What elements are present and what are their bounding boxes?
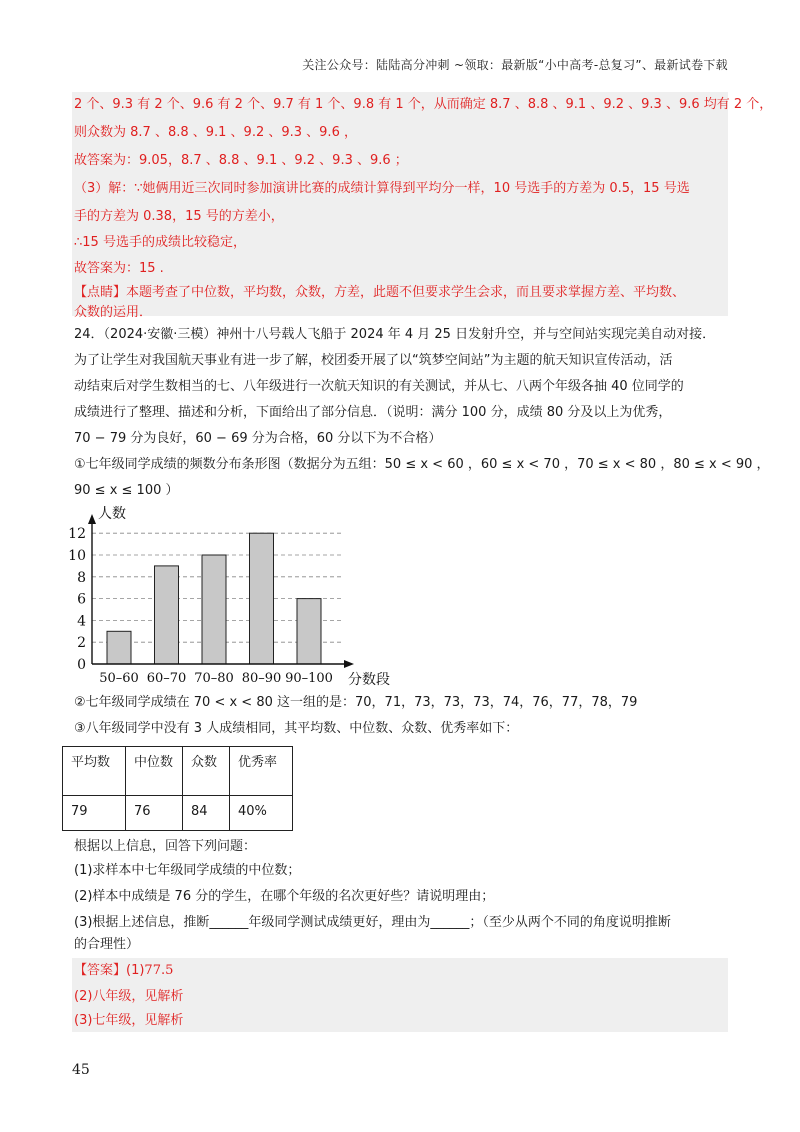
y-axis-arrow xyxy=(88,514,96,524)
x-tick-label: 80–90 xyxy=(241,671,282,686)
table-header-row xyxy=(63,747,293,796)
x-axis-arrow xyxy=(344,660,354,668)
bar xyxy=(297,599,321,664)
task-3: (3)根据上述信息，推断______年级同学测试成绩更好，理由为______；（至少从两个不同的角度说明推断 xyxy=(74,915,671,930)
x-tick-label: 90–100 xyxy=(285,671,333,686)
x-tick-label: 50–60 xyxy=(99,671,139,686)
bar xyxy=(250,533,274,664)
x-tick-label: 70–80 xyxy=(194,671,234,686)
info-item-2: ②七年级同学成绩在 70 < x < 80 这一组的是：70，71，73，73，73，74，76，77，78，79 xyxy=(74,695,638,710)
answer-line-3: 故答案为：9.05，8.7 、8.8 、9.1 、9.2 、9.3 、9.6 ； xyxy=(74,153,408,168)
bar xyxy=(155,566,179,664)
y-tick-label: 6 xyxy=(77,591,86,608)
value-excellent-rate: 40% xyxy=(230,796,293,831)
header-mode: 众数 xyxy=(183,747,230,796)
header-mean: 平均数 xyxy=(63,747,126,796)
answer-1-label: 【答案】(1) xyxy=(74,963,145,978)
answer-line-1: 2 个、9.3 有 2 个、9.6 有 2 个、9.7 有 1 个、9.8 有 1 个，从而确定 8.7 、8.8 、9.1 、9.2 、9.3 、9.6 均有 2 个， xyxy=(74,97,773,112)
value-median: 76 xyxy=(126,796,183,831)
answer-line-7: 故答案为：15 . xyxy=(74,261,164,276)
answer-1 xyxy=(74,962,173,980)
y-tick-label: 2 xyxy=(77,635,86,652)
question-line-3: 动结束后对学生数相当的七、八年级进行一次航天知识的有关测试，并从七、八两个年级各抽 40 位同学的 xyxy=(74,379,684,394)
value-mode: 84 xyxy=(183,796,230,831)
task-3-cont: 的合理性） xyxy=(74,937,140,952)
info-item-3: ③八年级同学中没有 3 人成绩相同，其平均数、中位数、众数、优秀率如下： xyxy=(74,721,519,736)
key-point-line-2: 众数的运用． xyxy=(74,305,153,320)
header-median: 中位数 xyxy=(126,747,183,796)
answer-2: (2)八年级，见解析 xyxy=(74,989,184,1004)
answer-1-value: 77.5 xyxy=(144,963,174,978)
tasks-intro: 根据以上信息，回答下列问题： xyxy=(74,839,257,854)
question-line-5: 70 − 79 分为良好，60 − 69 分为合格，60 分以下为不合格） xyxy=(74,431,442,446)
y-tick-label: 0 xyxy=(77,657,86,673)
bar xyxy=(107,631,131,664)
answer-3: (3)七年级，见解析 xyxy=(74,1013,184,1028)
page-header: 关注公众号：陆陆高分冲刺 ~领取：最新版“小中高考-总复习”、最新试卷下载 xyxy=(302,58,728,72)
question-line-1: 24．（2024·安徽·三模）神州十八号载人飞船于 2024 年 4 月 25 日发射升空，并与空间站实现完美自动对接． xyxy=(74,327,716,342)
table-row xyxy=(63,796,293,831)
y-tick-label: 4 xyxy=(77,613,86,630)
page-number: 45 xyxy=(72,1062,90,1078)
question-line-4: 成绩进行了整理、描述和分析，下面给出了部分信息．（说明：满分 100 分，成绩 80 分及以上为优秀， xyxy=(74,405,672,420)
frequency-bar-chart xyxy=(60,500,400,690)
info-item-1: ①七年级同学成绩的频数分布条形图（数据分为五组：50 ≤ x < 60 ，60 ≤ x < 70 ，70 ≤ x < 80 ，80 ≤ x < 90 ， xyxy=(74,457,770,472)
task-1: (1)求样本中七年级同学成绩的中位数； xyxy=(74,863,301,878)
y-tick-label: 12 xyxy=(68,526,86,543)
x-tick-label: 60–70 xyxy=(146,671,187,686)
answer-line-4: （3）解：∵她俩用近三次同时参加演讲比赛的成绩计算得到平均分一样，10 号选手的方差为 0.5，15 号选 xyxy=(74,181,690,196)
answer-line-6: ∴15 号选手的成绩比较稳定， xyxy=(74,235,246,250)
value-mean: 79 xyxy=(63,796,126,831)
info-item-1-cont: 90 ≤ x ≤ 100 ） xyxy=(74,483,179,498)
key-point-line-1: 【点睛】本题考查了中位数，平均数，众数，方差，此题不但要求学生会求，而且要求掌握方差、平均数、 xyxy=(74,285,686,300)
x-axis-label: 分数段 xyxy=(348,672,390,688)
y-tick-label: 10 xyxy=(68,548,86,564)
grade8-stats-table xyxy=(62,746,293,831)
y-axis-label: 人数 xyxy=(98,506,126,522)
header-excellent-rate: 优秀率 xyxy=(230,747,293,796)
task-2: (2)样本中成绩是 76 分的学生，在哪个年级的名次更好些？请说明理由； xyxy=(74,889,495,904)
bar xyxy=(202,555,226,664)
answer-line-2: 则众数为 8.7 、8.8 、9.1 、9.2 、9.3 、9.6 ， xyxy=(74,125,357,140)
y-tick-label: 8 xyxy=(77,569,86,586)
question-line-2: 为了让学生对我国航天事业有进一步了解，校团委开展了以“筑梦空间站”为主题的航天知识宣传活动，活 xyxy=(74,353,673,368)
answer-line-5: 手的方差为 0.38，15 号的方差小， xyxy=(74,209,284,224)
